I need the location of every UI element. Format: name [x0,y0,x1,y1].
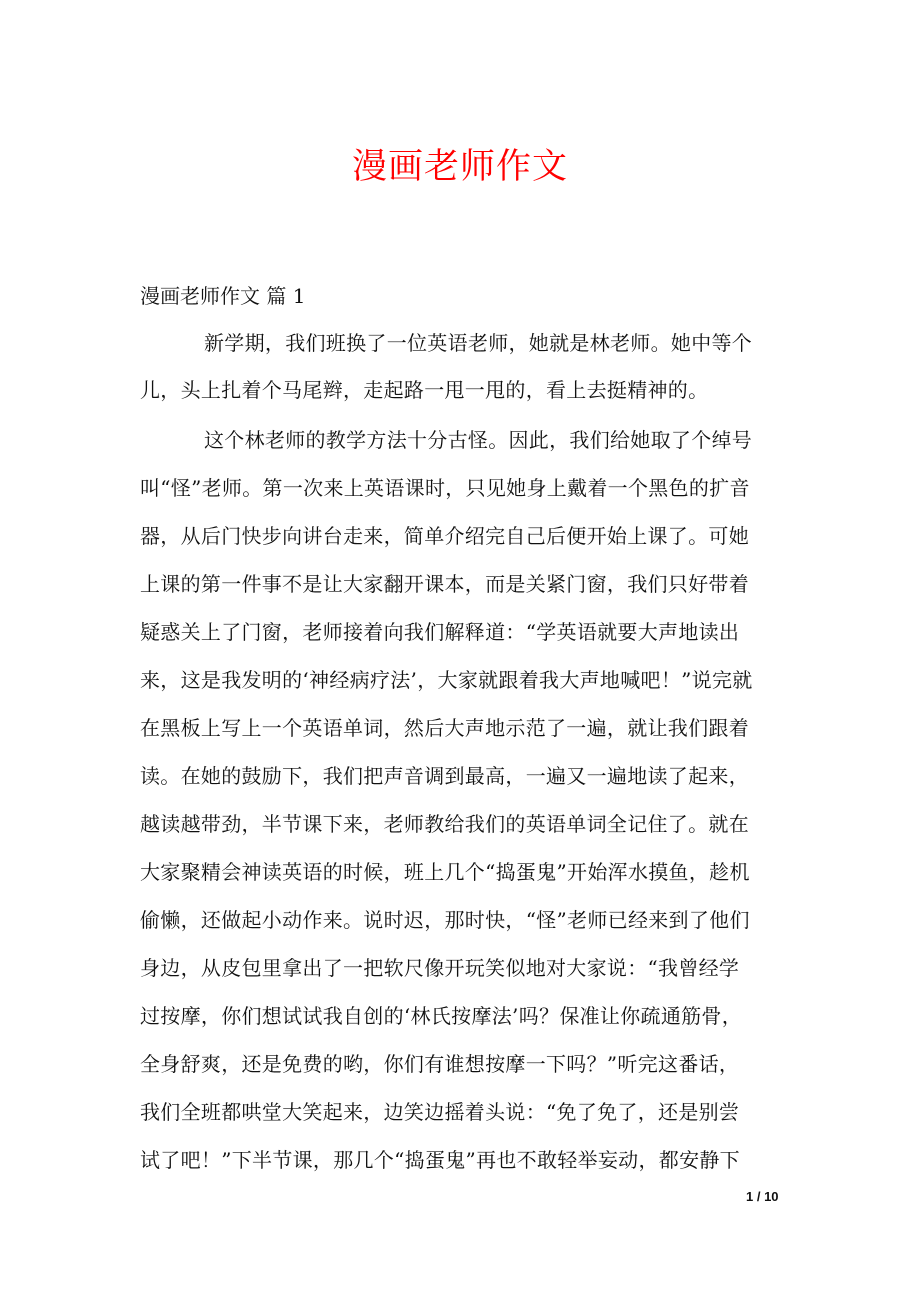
paragraph-line: 我们全班都哄堂大笑起来，边笑边摇着头说：“免了免了，还是别尝 [140,1100,740,1124]
paragraph-line: 叫“怪”老师。第一次来上英语课时，只见她身上戴着一个黑色的扩音 [140,476,750,500]
paragraph-line: 身边，从皮包里拿出了一把软尺像开玩笑似地对大家说：“我曾经学 [140,956,740,980]
page-number: 1 / 10 [746,1189,779,1204]
paragraph-line: 器，从后门快步向讲台走来，简单介绍完自己后便开始上课了。可她 [140,524,749,548]
paragraph-line: 上课的第一件事不是让大家翻开课本，而是关紧门窗，我们只好带着 [140,572,749,596]
paragraph-line: 全身舒爽，还是免费的哟，你们有谁想按摩一下吗？”听完这番话， [140,1052,740,1076]
paragraph-line: 大家聚精会神读英语的时候，班上几个“捣蛋鬼”开始浑水摸鱼，趁机 [140,860,750,884]
paragraph-line: 来，这是我发明的‘神经病疗法’，大家就跟着我大声地喊吧！”说完就 [140,668,753,692]
paragraph-line: 越读越带劲，半节课下来，老师教给我们的英语单词全记住了。就在 [140,812,749,836]
paragraph-line: 试了吧！”下半节课，那几个“捣蛋鬼”再也不敢轻举妄动，都安静下 [140,1148,740,1172]
paragraph-line: 偷懒，还做起小动作来。说时迟，那时快，“怪”老师已经来到了他们 [140,908,750,932]
paragraph-line: 疑惑关上了门窗，老师接着向我们解释道：“学英语就要大声地读出 [140,620,740,644]
paragraph-line: 读。在她的鼓励下，我们把声音调到最高，一遍又一遍地读了起来， [140,764,749,788]
paragraph-line: 过按摩，你们想试试我自创的‘林氏按摩法’吗？保准让你疏通筋骨， [140,1004,743,1028]
paragraph-line: 儿，头上扎着个马尾辫，走起路一甩一甩的，看上去挺精神的。 [140,378,709,402]
paragraph-line: 在黑板上写上一个英语单词，然后大声地示范了一遍，就让我们跟着 [140,716,749,740]
paragraph-line: 新学期，我们班换了一位英语老师，她就是林老师。她中等个 [204,331,753,355]
paragraph-line: 这个林老师的教学方法十分古怪。因此，我们给她取了个绰号 [204,428,753,452]
document-title: 漫画老师作文 [351,147,568,187]
section-heading: 漫画老师作文 篇 1 [140,284,306,308]
